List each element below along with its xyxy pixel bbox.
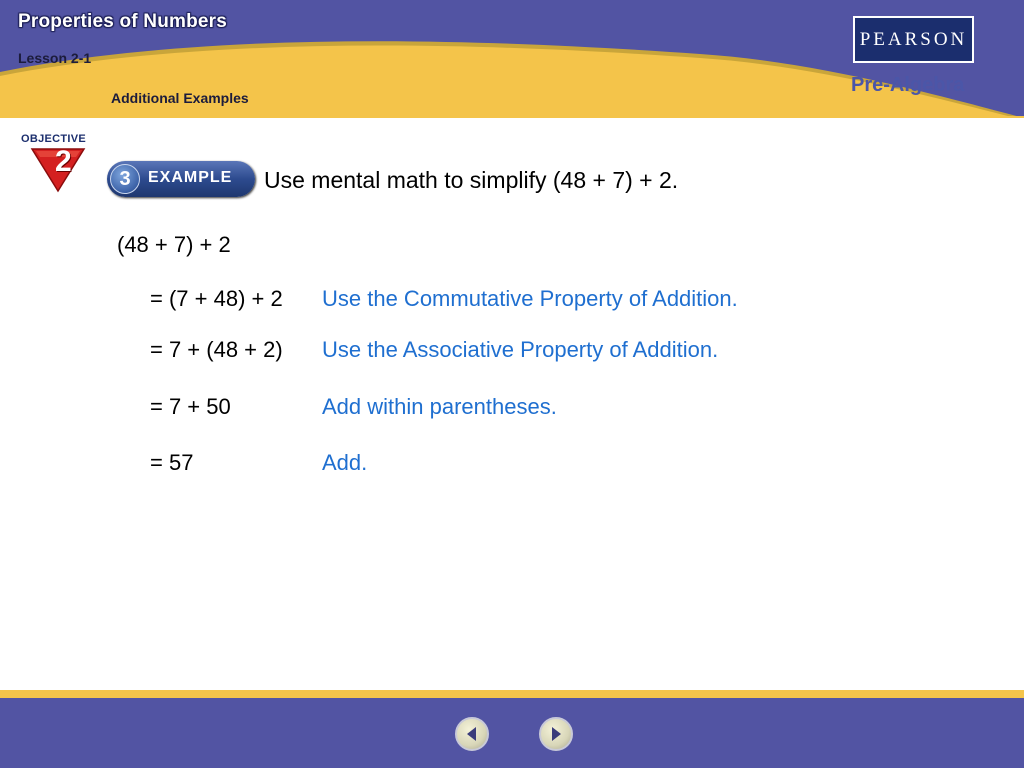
step-expression: = 7 + (48 + 2) bbox=[150, 337, 283, 362]
objective-label: OBJECTIVE bbox=[21, 133, 87, 145]
step-note: Use the Associative Property of Addition. bbox=[322, 337, 719, 362]
previous-slide-button[interactable] bbox=[455, 717, 489, 751]
step-note: Use the Commutative Property of Addition. bbox=[322, 286, 738, 311]
example-label: EXAMPLE bbox=[148, 169, 233, 186]
step-note: Add within parentheses. bbox=[322, 394, 557, 419]
example-badge bbox=[107, 161, 255, 197]
objective-badge bbox=[20, 133, 92, 195]
step-expression: = 57 bbox=[150, 450, 194, 475]
next-slide-button[interactable] bbox=[539, 717, 573, 751]
subject-label: Pre-Algebra bbox=[851, 74, 965, 96]
objective-number: 2 bbox=[55, 145, 72, 178]
arrow-right-icon bbox=[541, 719, 571, 749]
page-title: Properties of Numbers bbox=[18, 11, 228, 32]
footer-stripe bbox=[0, 690, 1024, 698]
pearson-logo: PEARSON bbox=[853, 16, 974, 63]
step-expression: = (7 + 48) + 2 bbox=[150, 286, 283, 311]
step-expression: (48 + 7) + 2 bbox=[117, 232, 231, 257]
example-question: Use mental math to simplify (48 + 7) + 2. bbox=[264, 167, 679, 193]
arrow-left-icon bbox=[457, 719, 487, 749]
example-number: 3 bbox=[110, 164, 140, 194]
lesson-label: Lesson 2-1 bbox=[18, 50, 92, 66]
section-label: Additional Examples bbox=[111, 90, 249, 106]
header-banner bbox=[0, 0, 1024, 118]
step-expression: = 7 + 50 bbox=[150, 394, 231, 419]
footer-bar bbox=[0, 698, 1024, 768]
step-note: Add. bbox=[322, 450, 368, 475]
